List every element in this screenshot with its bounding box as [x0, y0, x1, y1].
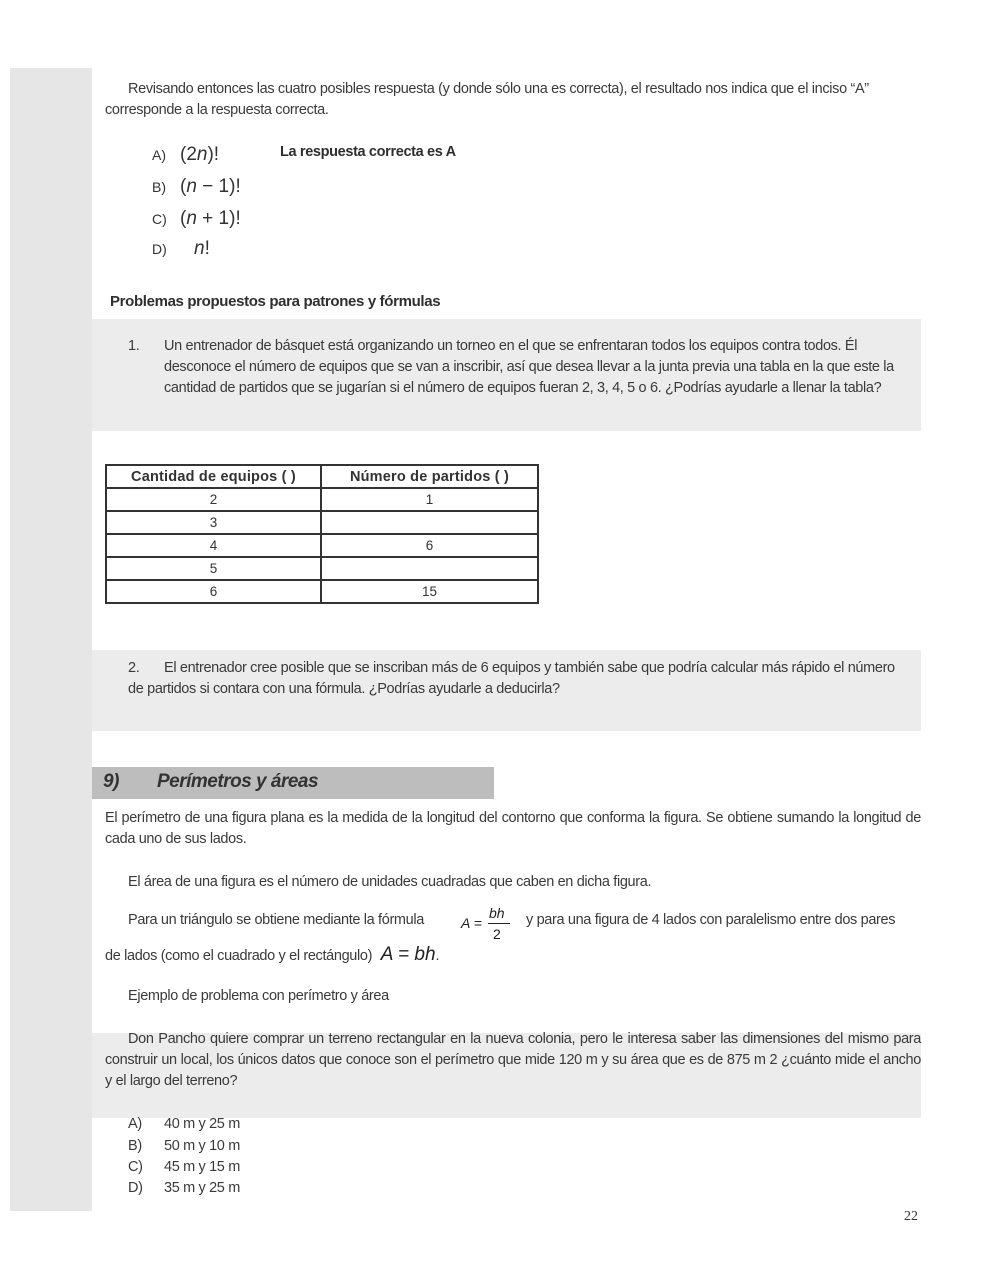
option-var: n — [186, 208, 197, 229]
option-a — [152, 144, 219, 166]
table-cell: 4 — [106, 534, 321, 557]
table-cell: 5 — [106, 557, 321, 580]
option-letter: B) — [152, 179, 166, 195]
example-heading: Ejemplo de problema con perímetro y área — [128, 988, 389, 1004]
option-text: 40 m y 25 m — [164, 1116, 240, 1132]
table-cell: 3 — [106, 511, 321, 534]
table-cell: 15 — [321, 580, 538, 603]
area-paragraph: El área de una figura es el número de unidades cuadradas que caben en dicha figura. — [128, 874, 652, 890]
table-row — [106, 580, 538, 603]
intro-paragraph: Revisando entonces las cuatro posibles respuesta (y donde sólo una es correcta), el resultado nos indica que el inciso “A” corresponde a la respuesta correcta. — [105, 81, 869, 118]
page-number: 22 — [904, 1209, 918, 1224]
option-letter: D) — [128, 1180, 143, 1196]
option-d — [152, 238, 210, 260]
fraction-line — [488, 923, 510, 924]
formula-text-before: Para un triángulo se obtiene mediante la fórmula — [128, 912, 424, 928]
section-title: Perímetros y áreas — [157, 771, 319, 792]
option-letter: C) — [128, 1159, 143, 1175]
column-header-teams: Cantidad de equipos ( ) — [106, 465, 321, 488]
left-margin-band — [10, 68, 92, 1211]
option-math: ! — [204, 238, 210, 259]
option-letter: B) — [128, 1138, 142, 1154]
problems-heading: Problemas propuestos para patrones y fórmulas — [110, 293, 441, 310]
table-header-row — [106, 465, 538, 488]
correct-answer-note: La respuesta correcta es A — [280, 144, 456, 160]
option-math: ( — [180, 176, 187, 197]
table-cell — [321, 511, 538, 534]
option-letter: C) — [152, 211, 167, 227]
example-option-a — [128, 1114, 240, 1135]
column-header-matches: Número de partidos ( ) — [321, 465, 538, 488]
example-option-b — [128, 1136, 240, 1157]
problem-text: El entrenador cree posible que se inscriban más de 6 equipos y también sabe que podría calcular más rápido el número de partidos si contara con una fórmula. ¿Podrías ayudarle a deducirla? — [128, 660, 895, 697]
table-row — [106, 511, 538, 534]
formula-lhs: A = — [461, 915, 482, 931]
formula-denominator: 2 — [493, 926, 501, 942]
teams-matches-table — [105, 464, 539, 604]
table-cell — [321, 557, 538, 580]
problem-2 — [128, 658, 908, 700]
option-letter: A) — [152, 147, 166, 163]
option-math: + 1)! — [196, 208, 241, 229]
option-var: n — [194, 238, 205, 259]
option-var: n — [196, 144, 208, 165]
problem-text: Un entrenador de básquet está organizando un torneo en el que se enfrentaran todos los equipos contra todos. Él desconoce el número de equipos que se van a inscribir, así que desea llevar a la junta previa una tabla en la que este la cantidad de partidos que se jugarían si el número de equipos fueran 2, 3, 4, 5 o 6. ¿Podrías ayudarle a llenar la tabla? — [164, 338, 894, 396]
example-paragraph: Don Pancho quiere comprar un terreno rectangular en la nueva colonia, pero le interesa saber las dimensiones del mismo para construir un local, los únicos datos que conoce son el perímetro que mide 120 m y su área que es de 875 m 2 ¿cuánto mide el ancho y el largo del terreno? — [105, 1031, 921, 1089]
formula-end: . — [435, 948, 440, 964]
option-math: (2 — [180, 144, 197, 165]
option-text: 45 m y 15 m — [164, 1159, 240, 1175]
example-option-d — [128, 1178, 240, 1199]
table-row — [106, 557, 538, 580]
table-cell: 6 — [321, 534, 538, 557]
example-option-c — [128, 1157, 240, 1178]
table-cell: 2 — [106, 488, 321, 511]
option-letter: A) — [128, 1116, 142, 1132]
option-letter: D) — [152, 241, 167, 257]
problem-number: 1. — [128, 338, 140, 354]
option-c — [152, 208, 241, 230]
option-b — [152, 176, 241, 198]
formula-line-2 — [105, 944, 439, 967]
option-math: )! — [207, 144, 220, 165]
option-text: 50 m y 10 m — [164, 1138, 240, 1154]
formula-numerator: bh — [489, 905, 505, 921]
formula-line-2-text: de lados (como el cuadrado y el rectángulo) — [105, 948, 373, 964]
table-cell: 1 — [321, 488, 538, 511]
problem-number: 2. — [128, 660, 140, 676]
option-text: 35 m y 25 m — [164, 1180, 240, 1196]
table-cell: 6 — [106, 580, 321, 603]
option-math: − 1)! — [196, 176, 241, 197]
perimeter-paragraph: El perímetro de una figura plana es la medida de la longitud del contorno que conforma la figura. Se obtiene sumando la longitud de cada uno de sus lados. — [105, 810, 921, 847]
section-number: 9) — [103, 771, 120, 792]
table-row — [106, 488, 538, 511]
table-row — [106, 534, 538, 557]
option-var: n — [186, 176, 197, 197]
option-math: ( — [180, 208, 187, 229]
rectangle-area-formula: A = bh — [380, 944, 436, 965]
formula-text-after: y para una figura de 4 lados con paralelismo entre dos pares — [526, 912, 896, 928]
